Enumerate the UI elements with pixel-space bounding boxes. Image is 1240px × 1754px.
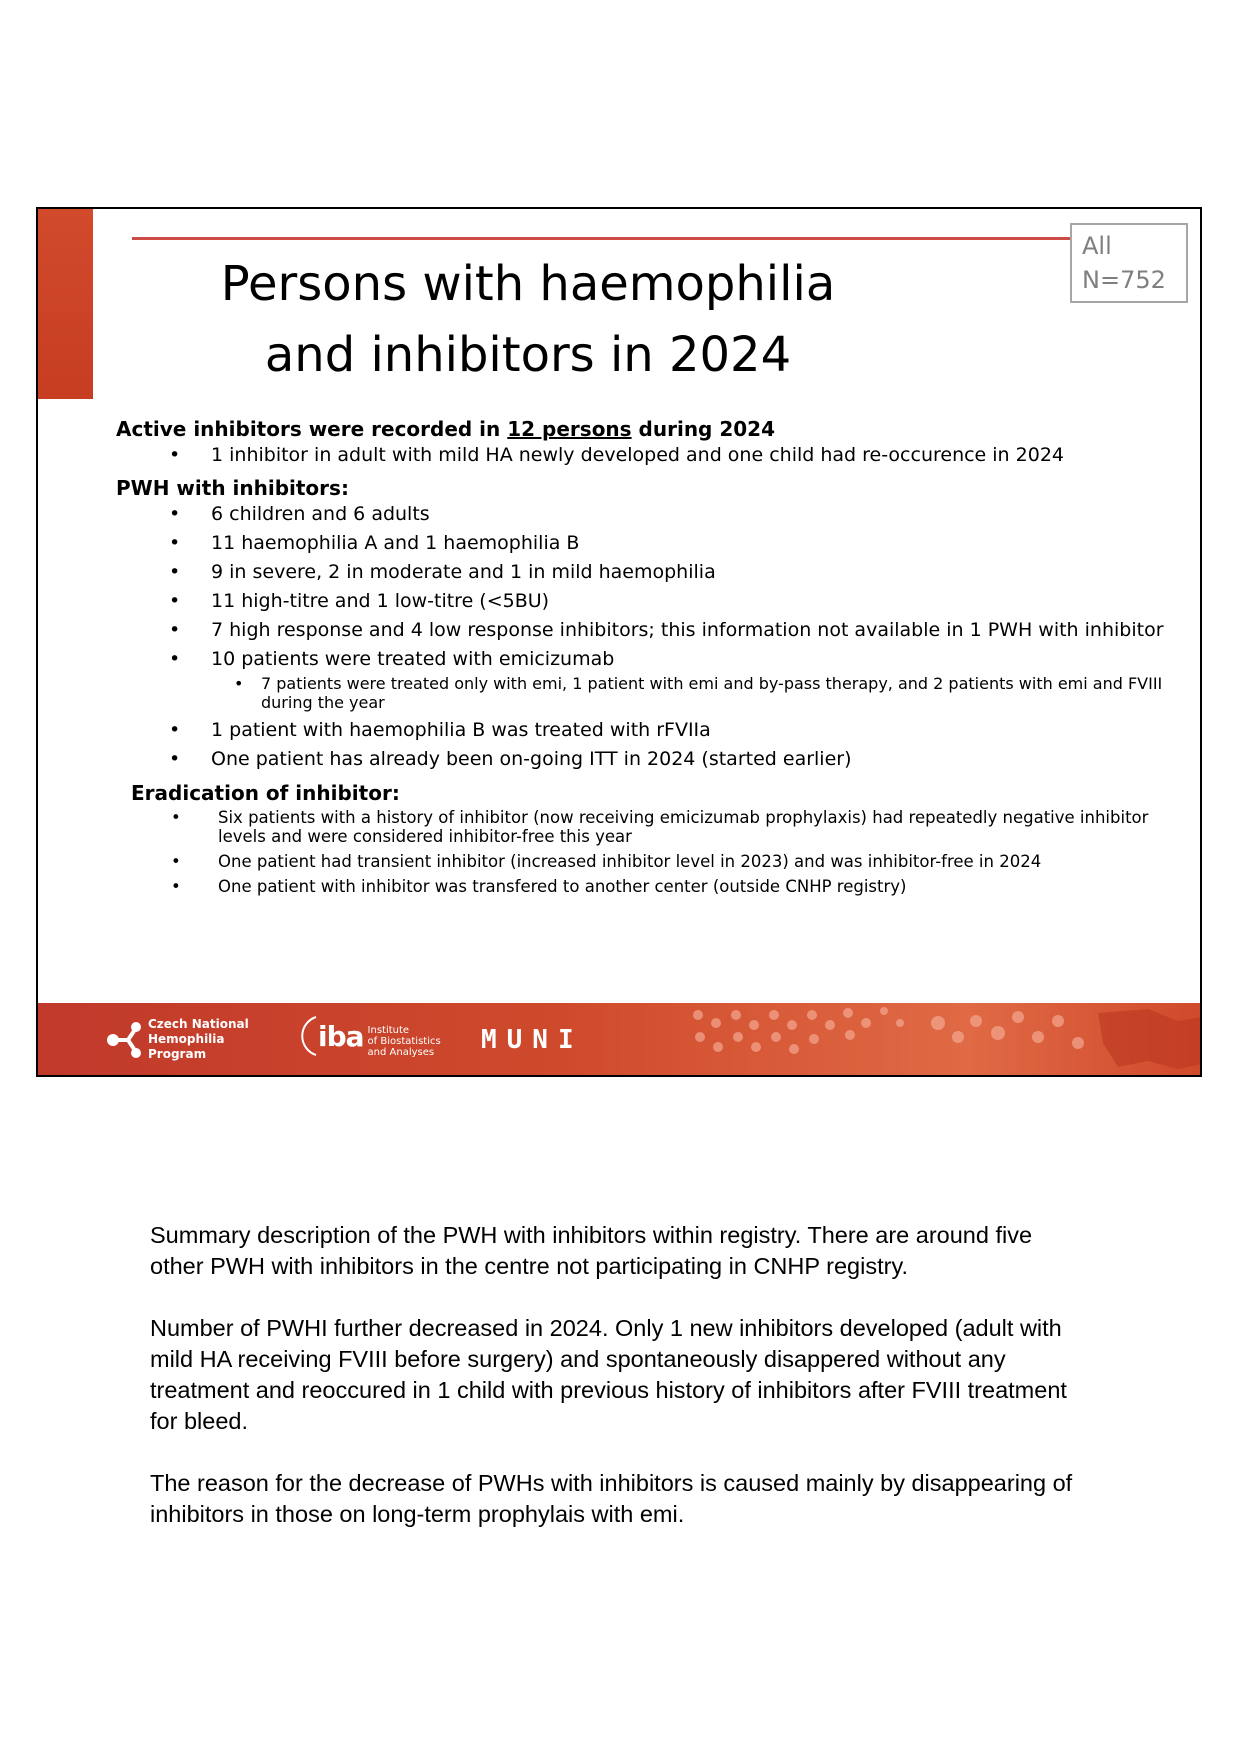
iba-line-2: of Biostatistics [367,1035,441,1047]
speaker-notes [150,1220,1090,1561]
molecule-pattern-decoration [678,1003,1202,1075]
notes-paragraph: Number of PWHI further decreased in 2024. Only 1 new inhibitors developed (adult with mild HA receiving FVIII before surgery) and spontaneously disappered without any treatment and reoccured in 1 child with previous history of inhibitors after FVIII treatment for bleed. [150,1315,1067,1434]
iba-logo [300,1013,441,1059]
count-badge [1070,223,1188,303]
active-list [116,444,1196,466]
emicizumab-item: 10 patients were treated with emicizumab [211,648,615,670]
list-item [116,648,1196,712]
list-item: • 6 children and 6 adults [116,503,1196,525]
list-item: • One patient has already been on-going ITT in 2024 (started earlier) [116,748,1196,770]
notes-paragraph: The reason for the decrease of PWHs with inhibitors is caused mainly by disappearing of inhibitors in those on long-term prophylais with emi. [150,1470,1073,1527]
sub-list-item: • 7 patients were treated only with emi, 1 patient with emi and by-pass therapy, and 2 patients with emi and FVIII during the year [116,674,1196,712]
slide [36,207,1202,1077]
list-item: • 1 inhibitor in adult with mild HA newly developed and one child had re-occurence in 2024 [116,444,1196,466]
cnhp-line-1: Czech National [148,1017,249,1031]
pwh-list [116,503,1196,770]
list-item: • Six patients with a history of inhibitor (now receiving emicizumab prophylaxis) had repeatedly negative inhibitor levels and were considered inhibitor-free this year [116,808,1196,846]
active-count: 12 persons [507,417,632,441]
active-inhibitors-heading [116,414,1196,444]
accent-block [38,209,93,399]
title-line-2: and inhibitors in 2024 [264,327,792,383]
iba-mark: iba [318,1019,364,1053]
notes-paragraph: Summary description of the PWH with inhibitors within registry. There are around five other PWH with inhibitors in the centre not participating in CNHP registry. [150,1222,1033,1279]
badge-line-2: N=752 [1082,266,1166,294]
iba-arc-icon [300,1013,318,1059]
list-item: • One patient had transient inhibitor (increased inhibitor level in 2023) and was inhibitor-free in 2024 [116,852,1196,871]
list-item: • 9 in severe, 2 in moderate and 1 in mild haemophilia [116,561,1196,583]
list-item: • 1 patient with haemophilia B was treated with rFVIIa [116,719,1196,741]
slide-title [178,249,878,391]
pwh-heading: PWH with inhibitors: [116,476,349,500]
cnhp-logo-text [148,1017,249,1062]
molecule-icon [106,1020,142,1060]
cnhp-line-3: Program [148,1047,207,1061]
badge-line-1: All [1082,232,1112,260]
title-line-1: Persons with haemophilia [220,256,836,312]
list-item: • One patient with inhibitor was transfered to another center (outside CNHP registry) [116,877,1196,896]
list-item: • 7 high response and 4 low response inhibitors; this information not available in 1 PWH with inhibitor [116,619,1196,641]
slide-footer [38,1003,1200,1075]
eradication-list [116,808,1196,896]
slide-content [116,414,1196,902]
list-item: • 11 high-titre and 1 low-titre (<5BU) [116,590,1196,612]
cnhp-line-2: Hemophilia [148,1032,225,1046]
active-suffix: during 2024 [631,417,775,441]
iba-line-1: Institute [367,1024,410,1036]
list-item: • 11 haemophilia A and 1 haemophilia B [116,532,1196,554]
muni-logo: MUNI [481,1025,584,1055]
cnhp-logo [106,1017,249,1062]
title-rule [132,237,1132,240]
iba-line-3: and Analyses [367,1046,435,1058]
active-prefix: Active inhibitors were recorded in [116,417,508,441]
eradication-heading: Eradication of inhibitor: [131,781,400,805]
emicizumab-sublist [116,674,1196,712]
iba-logo-text [368,1025,441,1058]
